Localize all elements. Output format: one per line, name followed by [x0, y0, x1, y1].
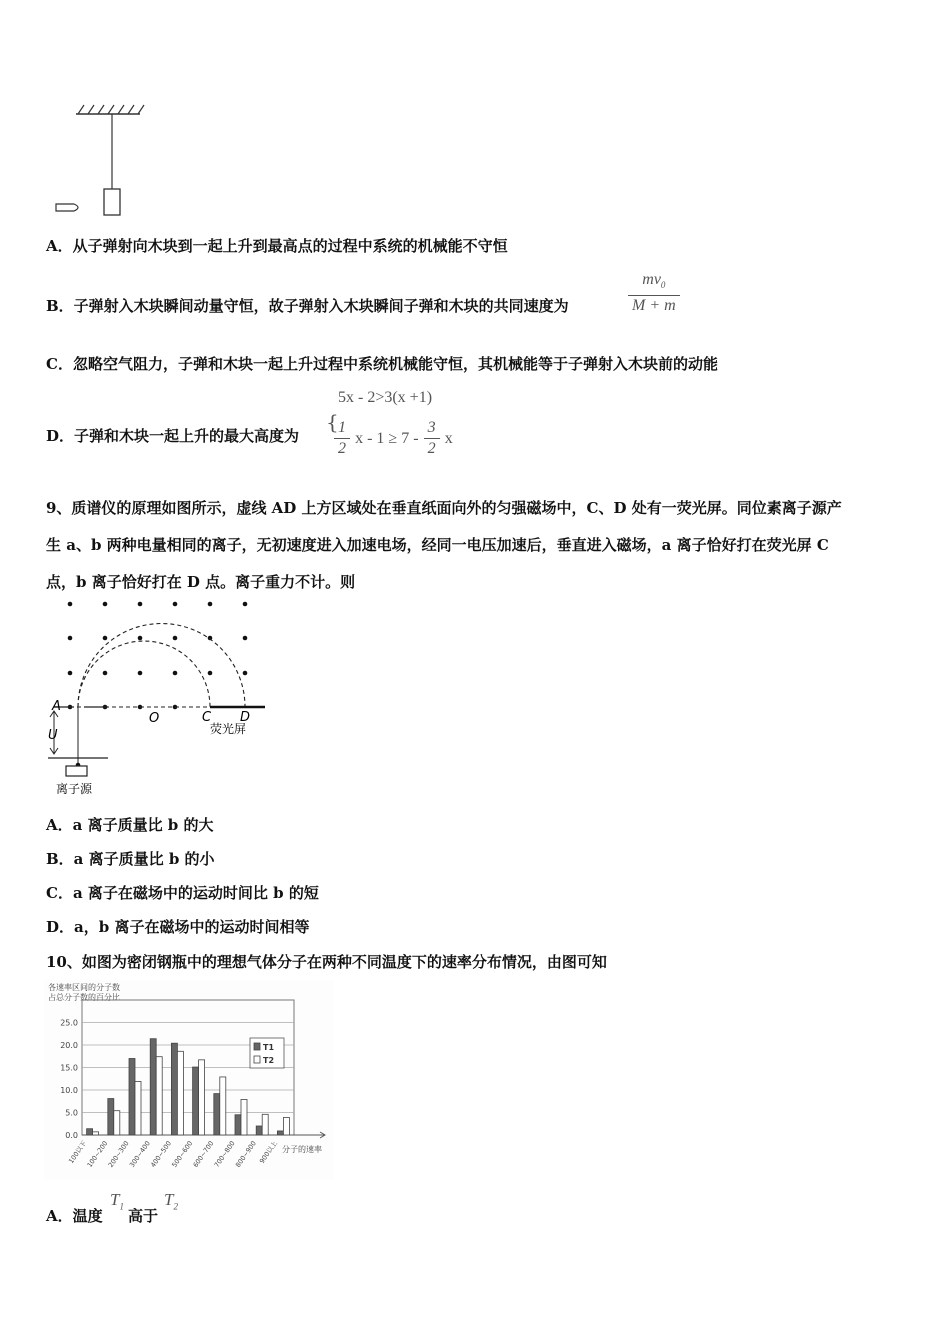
q9-option-d: D．a，b 离子在磁场中的运动时间相等 [46, 918, 310, 936]
bar-t1-9 [277, 1131, 283, 1135]
bar-t1-0 [87, 1129, 93, 1135]
bar-t1-3 [150, 1039, 156, 1135]
system-brace: { [326, 410, 339, 434]
bar-t1-1 [108, 1099, 114, 1135]
bar-t1-8 [256, 1126, 262, 1135]
x-tick-label: 800~900 [233, 1139, 258, 1169]
bar-t2-2 [135, 1081, 141, 1135]
q10-option-a-prefix: A．温度 [46, 1207, 103, 1225]
speed-distribution-chart [44, 980, 334, 1180]
magnetic-field-dots [68, 602, 248, 710]
label-source: 离子源 [56, 782, 93, 796]
bar-t1-7 [235, 1115, 241, 1135]
label-O: O [149, 711, 160, 726]
bar-t1-5 [193, 1067, 199, 1135]
bar-t1-6 [214, 1094, 220, 1135]
q10-option-a [46, 1206, 103, 1226]
bar-t2-7 [241, 1099, 247, 1135]
label-C: C [202, 710, 212, 725]
label-D: D [240, 710, 251, 725]
fraction-numerator: $mv_0$ [628, 270, 680, 296]
q8-option-c: C．忽略空气阻力，子弹和木块一起上升过程中系统机械能守恒，其机械能等于子弹射入木块前的动能 [46, 355, 718, 373]
q9-option-b: B．a 离子质量比 b 的小 [46, 850, 215, 868]
symbol-T2: $T_2$ [164, 1190, 178, 1212]
ceiling-hatch [78, 105, 144, 114]
trajectory-a [78, 641, 210, 707]
legend-label-t1: T1 [263, 1043, 275, 1052]
inequality-2: $\frac{1}{2}$ x - 1 ≥ 7 - $\frac{3}{2}$ x [334, 418, 453, 459]
chart-ylabel-2: 占总分子数的百分比 [48, 993, 120, 1002]
q9-stem-line-1: 9、质谱仪的原理如图所示，虚线 AD 上方区域处在垂直纸面向外的匀强磁场中，C、D 处有一荧光屏。同位素离子源产 [46, 499, 842, 517]
y-tick-label: 25.0 [60, 1018, 78, 1028]
q8-option-d: D．子弹和木块一起上升的最大高度为 [46, 427, 300, 445]
bar-t2-5 [199, 1060, 205, 1135]
q9-stem-line-2: 生 a、b 两种电量相同的离子，无初速度进入加速电场，经同一电压加速后，垂直进入磁场，a 离子恰好打在荧光屏 C [46, 536, 829, 554]
q8-option-a: A．从子弹射向木块到一起上升到最高点的过程中系统的机械能不守恒 [46, 237, 508, 255]
bullet [56, 204, 78, 211]
bar-t2-9 [283, 1117, 289, 1135]
label-A: A [52, 699, 61, 714]
label-screen: 荧光屏 [210, 722, 247, 736]
x-tick-label: 900以上 [257, 1139, 280, 1165]
legend-swatch-t1 [254, 1043, 260, 1050]
legend-label-t2: T2 [263, 1056, 275, 1065]
mass-spectrometer-figure [40, 595, 280, 800]
wood-block [104, 189, 120, 215]
bar-t2-3 [156, 1057, 162, 1135]
x-tick-label: 500~600 [170, 1139, 195, 1169]
q8-option-b [46, 296, 569, 316]
q8-option-b-fraction [628, 270, 680, 316]
legend-swatch-t2 [254, 1056, 260, 1063]
q10-option-a-mid: 高于 [128, 1207, 159, 1225]
fraction-denominator: M + m [632, 297, 676, 315]
x-tick-label: 200~300 [106, 1139, 131, 1169]
bar-t1-4 [171, 1043, 177, 1135]
y-tick-label: 20.0 [60, 1041, 78, 1050]
chart-ylabel-1: 各速率区间的分子数 [48, 983, 120, 992]
bar-t1-2 [129, 1059, 135, 1136]
x-tick-label: 700~800 [212, 1139, 237, 1169]
x-tick-label: 400~500 [149, 1139, 174, 1169]
chart-xlabel: 分子的速率 [282, 1145, 322, 1154]
x-tick-label: 300~400 [127, 1139, 152, 1169]
symbol-T1: $T_1$ [110, 1190, 124, 1212]
bar-t2-6 [220, 1077, 226, 1135]
bar-t2-8 [262, 1114, 268, 1135]
pendulum-figure [50, 100, 150, 225]
x-tick-label: 100~200 [85, 1139, 110, 1169]
q8-option-b-text: B．子弹射入木块瞬间动量守恒，故子弹射入木块瞬间子弹和木块的共同速度为 [46, 297, 569, 315]
q9-stem-line-3: 点，b 离子恰好打在 D 点。离子重力不计。则 [46, 573, 356, 591]
label-U: U [48, 728, 58, 743]
q10-stem: 10、如图为密闭钢瓶中的理想气体分子在两种不同温度下的速率分布情况，由图可知 [46, 953, 607, 971]
trajectory-b [78, 624, 245, 708]
bar-t2-1 [114, 1111, 120, 1135]
y-tick-label: 5.0 [65, 1108, 78, 1118]
y-tick-label: 15.0 [60, 1063, 78, 1073]
bar-t2-4 [177, 1051, 183, 1135]
bar-t2-0 [93, 1132, 99, 1135]
x-tick-label: 600~700 [191, 1139, 216, 1169]
inequality-1: 5x - 2>3(x +1) [338, 389, 433, 406]
q9-option-a: A．a 离子质量比 b 的大 [46, 816, 214, 834]
q9-option-c: C．a 离子在磁场中的运动时间比 b 的短 [46, 884, 319, 902]
ion-source [66, 766, 87, 776]
y-tick-label: 0.0 [65, 1131, 78, 1140]
x-tick-label: 100以下 [67, 1139, 89, 1165]
y-tick-label: 10.0 [60, 1086, 78, 1095]
